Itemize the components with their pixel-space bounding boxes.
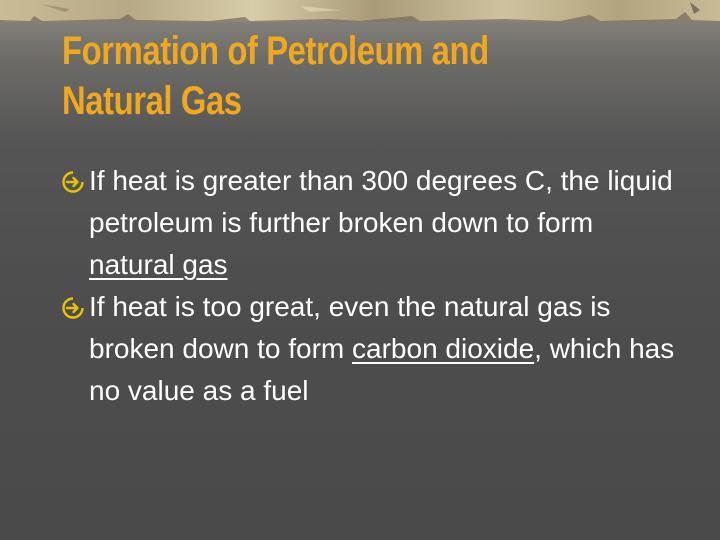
slide-title-line-1: Formation of Petroleum and bbox=[62, 29, 489, 73]
slide-title bbox=[62, 26, 570, 126]
top-band-texture bbox=[0, 0, 720, 22]
term-natural-gas: natural gas bbox=[89, 249, 228, 280]
bullet-text-before: If heat is greater than 300 degrees C, the liquid petroleum is further broken down to form bbox=[89, 165, 673, 238]
decorative-top-band bbox=[0, 0, 720, 22]
bullet-text-before: If heat is too great, even the natural gas is broken down to form bbox=[89, 291, 611, 364]
bullet-list bbox=[62, 160, 682, 412]
arrow-bullet-icon bbox=[62, 297, 84, 319]
bullet-item-natural-gas bbox=[62, 160, 682, 286]
arrow-bullet-icon bbox=[62, 171, 84, 193]
term-carbon-dioxide: carbon dioxide bbox=[352, 333, 535, 364]
bullet-item-carbon-dioxide bbox=[62, 286, 682, 412]
slide-title-line-2: Natural Gas bbox=[62, 79, 242, 123]
bullet-text-after: , which has no value as a fuel bbox=[89, 333, 675, 406]
